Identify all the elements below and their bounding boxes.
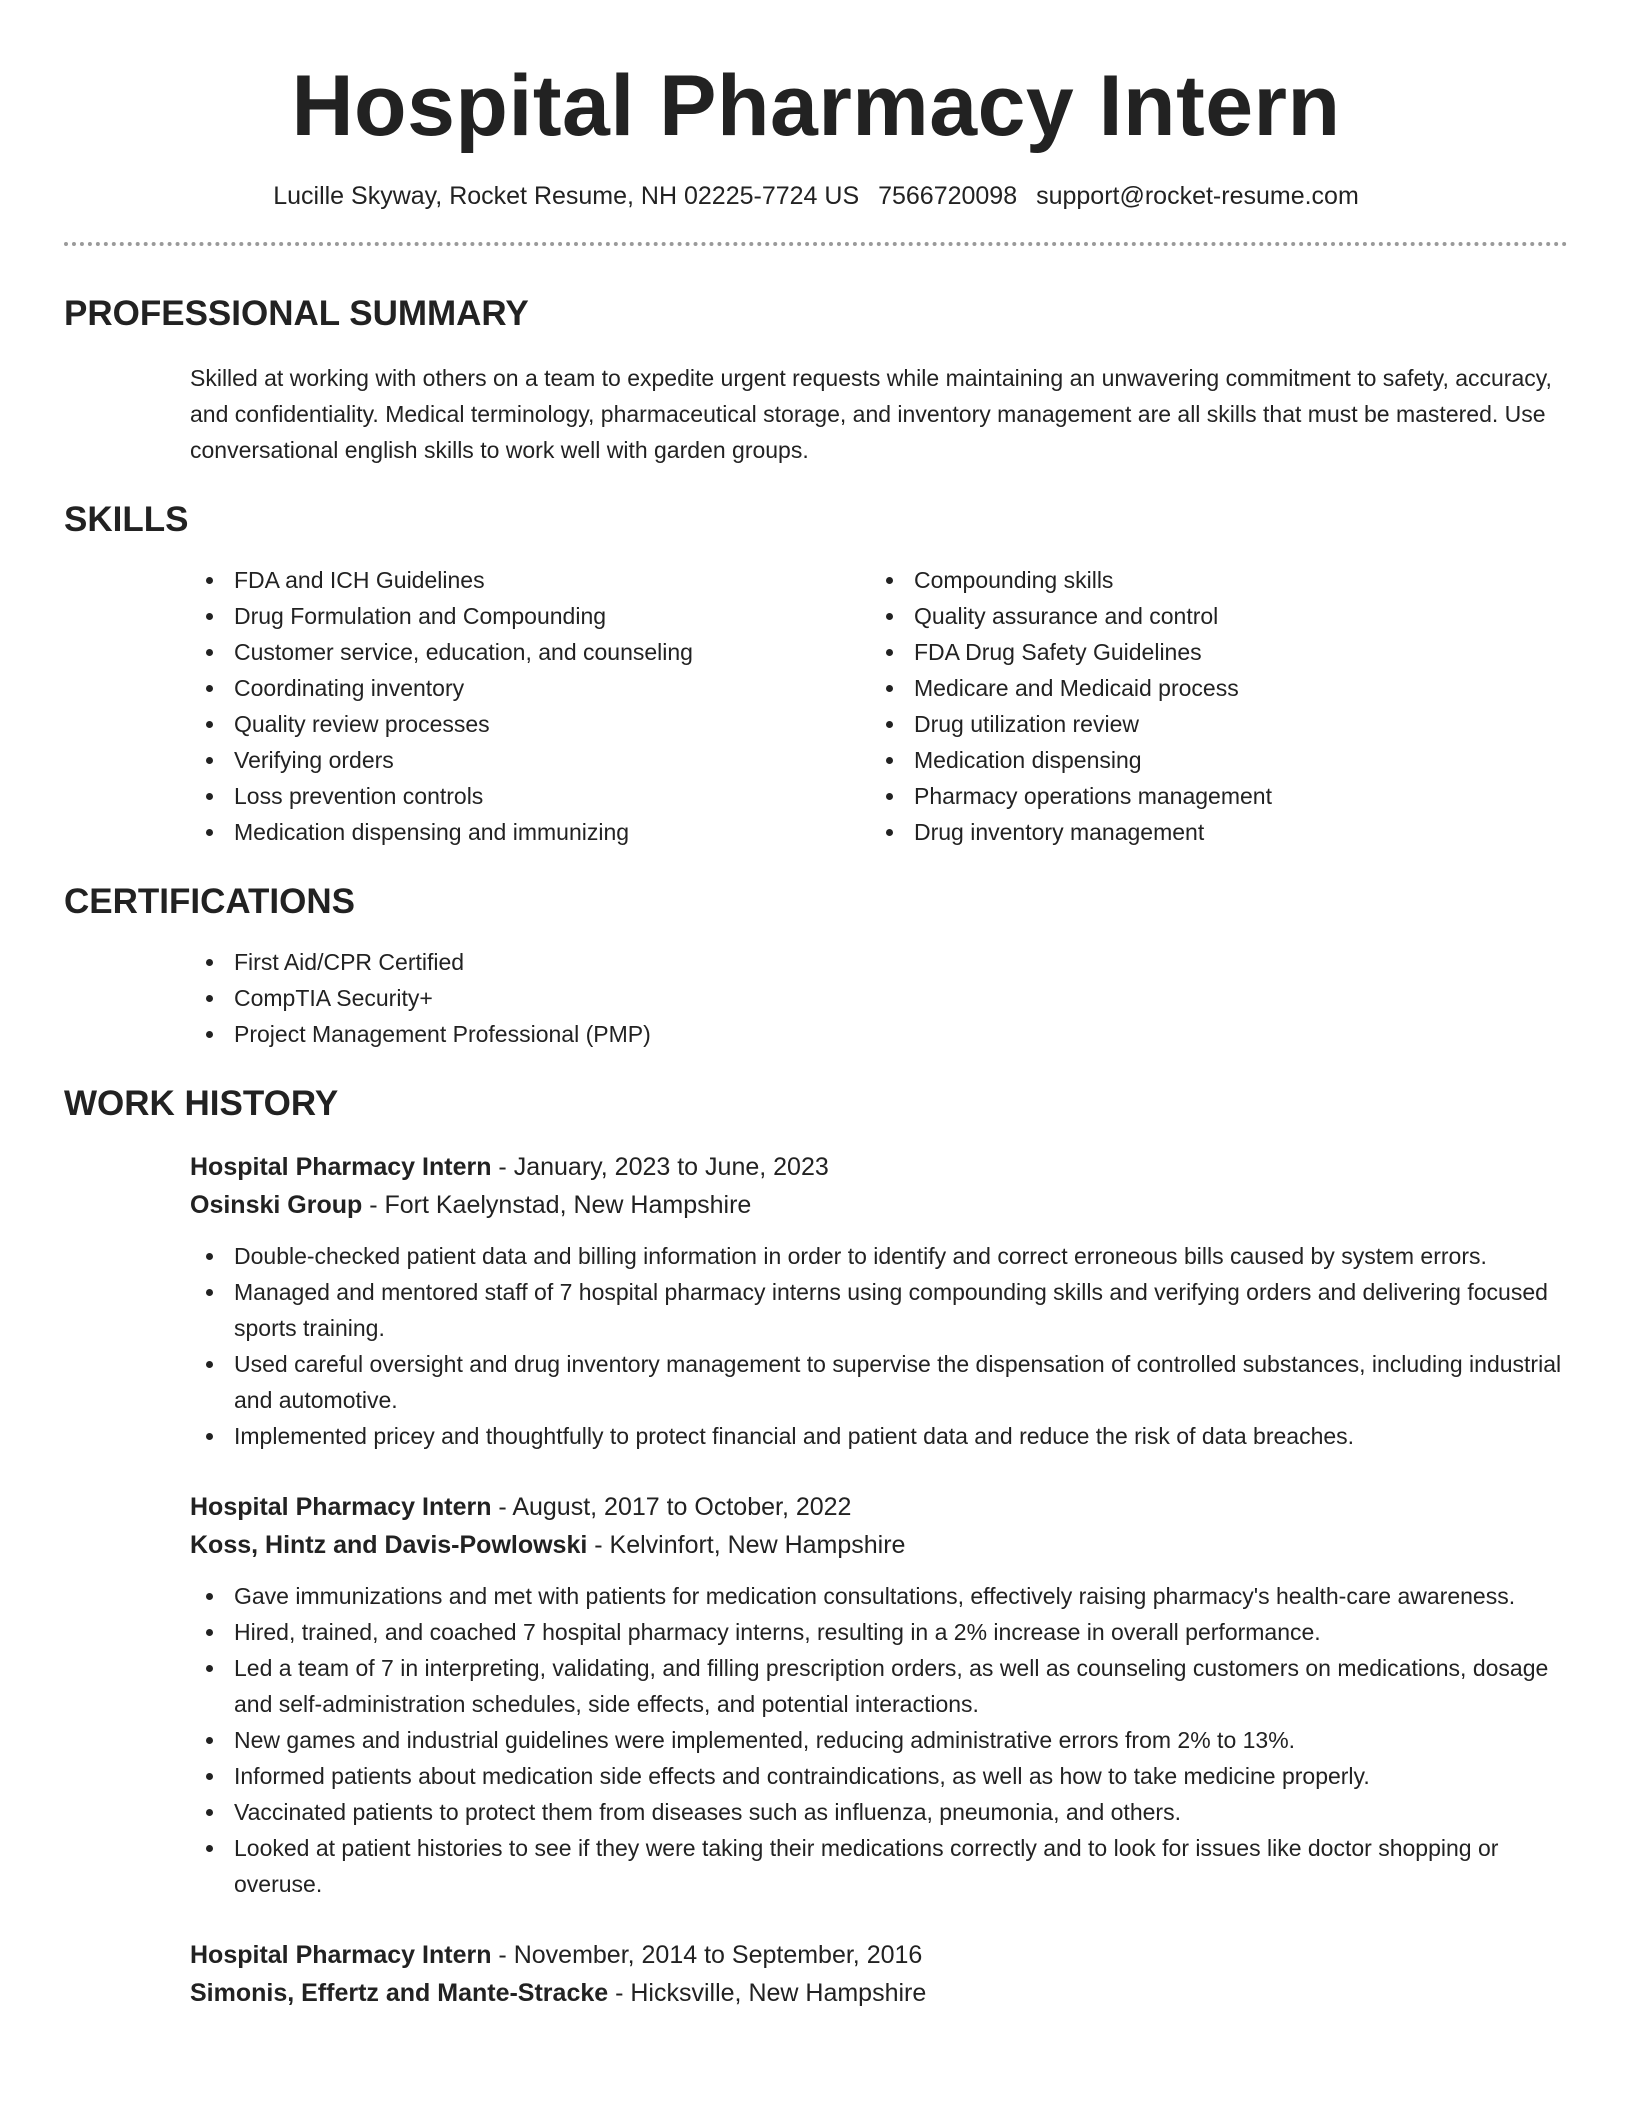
job-dates: - August, 2017 to October, 2022: [491, 1493, 852, 1521]
skills-section: [64, 498, 1568, 850]
skill-item: FDA Drug Safety Guidelines: [870, 634, 1550, 670]
certification-item: Project Management Professional (PMP): [190, 1016, 1568, 1052]
work-history-heading: WORK HISTORY: [64, 1084, 339, 1123]
job-bullet: Informed patients about medication side effects and contraindications, as well as how to take medicine properly.: [190, 1758, 1568, 1794]
job-location: - Hicksville, New Hampshire: [608, 1979, 927, 2007]
skill-item: Compounding skills: [870, 562, 1550, 598]
job-company-line: [190, 1974, 1568, 2012]
job-bullet: Vaccinated patients to protect them from diseases such as influenza, pneumonia, and others.: [190, 1794, 1568, 1830]
certifications-heading: CERTIFICATIONS: [64, 882, 356, 921]
skill-item: Loss prevention controls: [190, 778, 870, 814]
job-role-line: [190, 1148, 1568, 1186]
dotted-divider: [64, 242, 1568, 246]
contact-line: [64, 180, 1568, 212]
summary-heading: PROFESSIONAL SUMMARY: [64, 294, 529, 333]
summary-text: Skilled at working with others on a team to expedite urgent requests while maintaining an unwavering commitment to safety, accuracy, and confidentiality. Medical terminology, pharmaceutical storage, and inventory management are all skills that must be mastered. Use conversational english skills to work well with garden groups.: [190, 365, 1552, 463]
skill-item: Medication dispensing and immunizing: [190, 814, 870, 850]
job-bullet: Used careful oversight and drug inventory management to supervise the dispensation of controlled substances, including industrial and automotive.: [190, 1346, 1568, 1418]
job-dates: - November, 2014 to September, 2016: [491, 1941, 923, 1969]
certifications-section: [64, 880, 1568, 1052]
job-company: Koss, Hintz and Davis-Powlowski: [190, 1531, 588, 1559]
skill-item: Drug inventory management: [870, 814, 1550, 850]
work-history-section: [64, 1082, 1568, 2012]
skills-column-right: [870, 562, 1550, 850]
job-company-line: [190, 1526, 1568, 1564]
skill-item: Coordinating inventory: [190, 670, 870, 706]
job-role: Hospital Pharmacy Intern: [190, 1941, 492, 1969]
contact-phone: 7566720098: [878, 182, 1018, 210]
job-bullet: Led a team of 7 in interpreting, validating, and filling prescription orders, as well as counseling customers on medications, dosage and self-administration schedules, side effects, and potential interactions.: [190, 1650, 1568, 1722]
certifications-list: [190, 944, 1568, 1052]
job-company: Simonis, Effertz and Mante-Stracke: [190, 1979, 609, 2007]
job-company: Osinski Group: [190, 1191, 363, 1219]
job-bullet: New games and industrial guidelines were implemented, reducing administrative errors from 2% to 13%.: [190, 1722, 1568, 1758]
skill-item: Quality assurance and control: [870, 598, 1550, 634]
resume-title: Hospital Pharmacy Intern: [291, 58, 1341, 154]
job-role: Hospital Pharmacy Intern: [190, 1153, 492, 1181]
skills-heading: SKILLS: [64, 500, 189, 539]
certification-item: First Aid/CPR Certified: [190, 944, 1568, 980]
job-location: - Fort Kaelynstad, New Hampshire: [362, 1191, 752, 1219]
skill-item: Drug Formulation and Compounding: [190, 598, 870, 634]
contact-address: Lucille Skyway, Rocket Resume, NH 02225-7724 US: [273, 182, 860, 210]
job-company-line: [190, 1186, 1568, 1224]
job-entry: [190, 1936, 1568, 2012]
job-bullet: Gave immunizations and met with patients for medication consultations, effectively raising pharmacy's health-care awareness.: [190, 1578, 1568, 1614]
job-role: Hospital Pharmacy Intern: [190, 1493, 492, 1521]
skill-item: Verifying orders: [190, 742, 870, 778]
job-bullet: Hired, trained, and coached 7 hospital pharmacy interns, resulting in a 2% increase in overall performance.: [190, 1614, 1568, 1650]
job-dates: - January, 2023 to June, 2023: [491, 1153, 829, 1181]
skill-item: Customer service, education, and counseling: [190, 634, 870, 670]
skills-columns: [190, 562, 1568, 850]
skill-item: Medication dispensing: [870, 742, 1550, 778]
job-entry: [190, 1488, 1568, 1902]
job-entry: [190, 1148, 1568, 1454]
job-role-line: [190, 1936, 1568, 1974]
skill-item: Medicare and Medicaid process: [870, 670, 1550, 706]
job-location: - Kelvinfort, New Hampshire: [587, 1531, 906, 1559]
job-bullet: Looked at patient histories to see if they were taking their medications correctly and to look for issues like doctor shopping or overuse.: [190, 1830, 1568, 1902]
certification-item: CompTIA Security+: [190, 980, 1568, 1016]
skill-item: Drug utilization review: [870, 706, 1550, 742]
skill-item: Pharmacy operations management: [870, 778, 1550, 814]
summary-section: [64, 292, 1568, 468]
job-bullet: Double-checked patient data and billing information in order to identify and correct erroneous bills caused by system errors.: [190, 1238, 1568, 1274]
job-bullet: Managed and mentored staff of 7 hospital pharmacy interns using compounding skills and verifying orders and delivering focused sports training.: [190, 1274, 1568, 1346]
contact-email: support@rocket-resume.com: [1036, 182, 1359, 210]
skill-item: FDA and ICH Guidelines: [190, 562, 870, 598]
resume-page: [64, 0, 1568, 2012]
job-role-line: [190, 1488, 1568, 1526]
job-bullet: Implemented pricey and thoughtfully to protect financial and patient data and reduce the risk of data breaches.: [190, 1418, 1568, 1454]
skill-item: Quality review processes: [190, 706, 870, 742]
skills-column-left: [190, 562, 870, 850]
